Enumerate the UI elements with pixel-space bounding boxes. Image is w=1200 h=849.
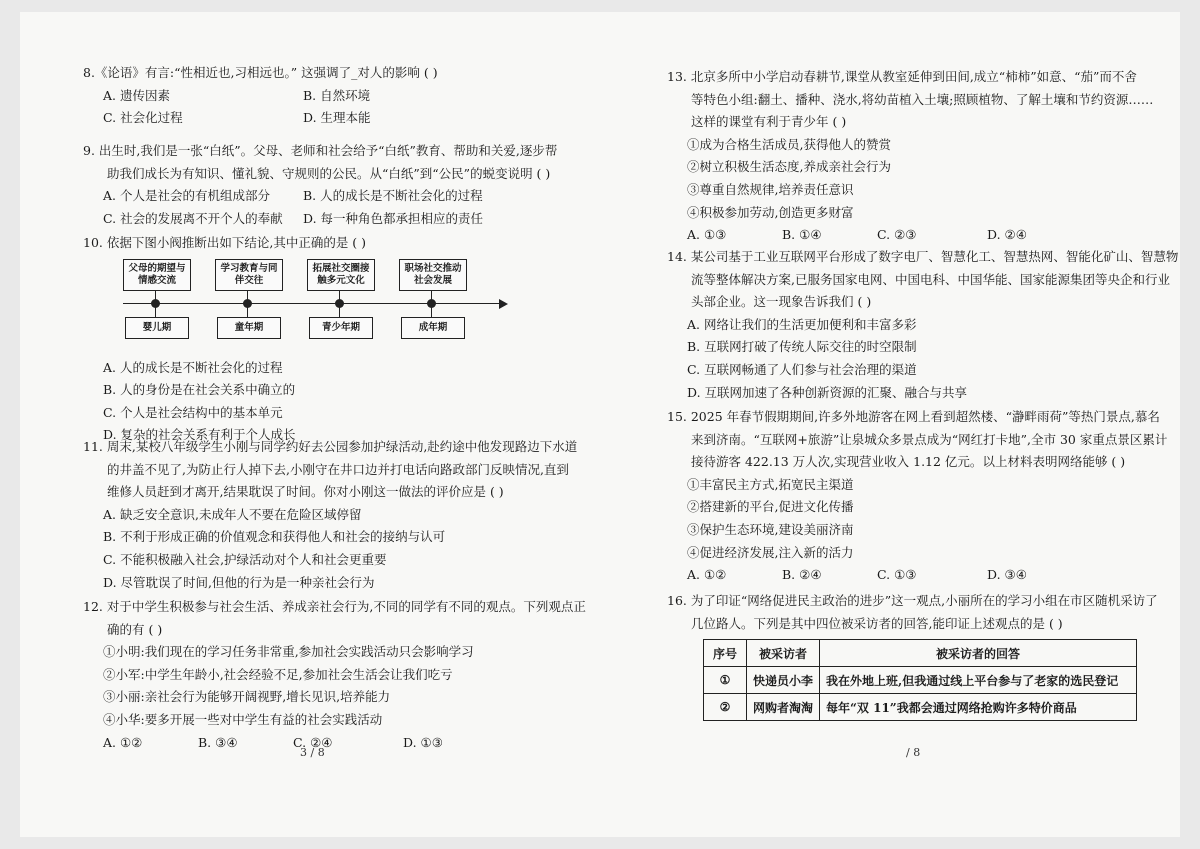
question-text: 12. 对于中学生积极参与社会生活、养成亲社会行为,不同的同学有不同的观点。下列观点正: [83, 599, 586, 614]
option-c: C. 社会化过程: [103, 110, 183, 126]
question-text: 头部企业。这一现象告诉我们 ( ): [691, 294, 872, 310]
option-c: C. 社会的发展离不开个人的奉献: [103, 210, 283, 226]
timeline-stage-box: 青少年期: [309, 317, 373, 339]
option-c: C. ①③: [877, 567, 917, 583]
option-b: B. ①④: [782, 227, 822, 243]
question-text: 11. 周末,某校八年级学生小刚与同学约好去公园参加护绿活动,赴约途中他发现路边下水道: [83, 439, 578, 454]
question-10: [83, 232, 563, 447]
option-a: A. ①②: [103, 734, 143, 750]
timeline-axis: [123, 303, 503, 305]
option-c: C. ②③: [877, 227, 917, 243]
timeline-top-box: 拓展社交圈接触多元文化: [307, 259, 375, 291]
question-12: [83, 596, 586, 754]
table-cell: 快递员小李: [747, 667, 820, 694]
question-text: 来到济南。“互联网+旅游”让泉城众多景点成为“网红打卡地”,全市 30 家重点景区累计: [691, 431, 1168, 447]
question-text: 8.《论语》有言:“性相近也,习相远也。” 这强调了_对人的影响 ( ): [83, 65, 438, 80]
question-15: [667, 406, 1168, 587]
timeline-dot: [243, 299, 252, 308]
statement-4: ④小华:要多开展一些对中学生有益的社会实践活动: [103, 711, 383, 727]
column-header: 被采访者: [747, 640, 820, 667]
question-text: 15. 2025 年春节假期期间,许多外地游客在网上看到超然楼、“瀞畔雨荷”等热门景点,慕名: [667, 409, 1160, 424]
timeline-stage-box: 成年期: [401, 317, 465, 339]
option-b: B. ②④: [782, 567, 822, 583]
option-b: B. 自然环境: [303, 87, 371, 103]
option-c: C. 不能积极融入社会,护绿活动对个人和社会更重要: [103, 551, 387, 567]
table-row: [704, 667, 1137, 694]
option-a: A. 网络让我们的生活更加便利和丰富多彩: [687, 316, 917, 332]
option-c: C. 个人是社会结构中的基本单元: [103, 404, 283, 420]
statement-1: ①小明:我们现在的学习任务非常重,参加社会实践活动只会影响学习: [103, 644, 474, 660]
statement-4: ④促进经济发展,注入新的活力: [687, 544, 854, 560]
option-d: D. 尽管耽误了时间,但他的行为是一种亲社会行为: [103, 574, 375, 590]
table-cell: ①: [704, 667, 747, 694]
timeline-arrow: [499, 299, 508, 309]
statement-3: ③保护生态环境,建设美丽济南: [687, 521, 854, 537]
question-text: 接待游客 422.13 万人次,实现营业收入 1.12 亿元。以上材料表明网络能够 ( ): [691, 454, 1126, 470]
question-text: 13. 北京多所中小学启动春耕节,课堂从教室延伸到田间,成立“柿柿”如意、“茄”而不舍: [667, 69, 1137, 84]
option-d: D. ①③: [403, 734, 443, 750]
statement-2: ②树立积极生活态度,养成亲社会行为: [687, 159, 891, 175]
growth-timeline-diagram: [123, 257, 523, 357]
question-text: 流等整体解决方案,已服务国家电网、中国电科、中国华能、国家能源集团等央企和行业: [691, 271, 1170, 287]
column-header: 被采访者的回答: [820, 640, 1137, 667]
option-b: B. 不利于形成正确的价值观念和获得他人和社会的接纳与认可: [103, 529, 446, 545]
option-a: A. 人的成长是不断社会化的过程: [103, 359, 283, 375]
question-text: 几位路人。下列是其中四位被采访者的回答,能印证上述观点的是 ( ): [691, 615, 1063, 631]
timeline-top-box: 学习教育与同伴交往: [215, 259, 283, 291]
option-d: D. 互联网加速了各种创新资源的汇聚、融合与共享: [687, 384, 968, 400]
timeline-top-box: 职场社交推动社会发展: [399, 259, 467, 291]
table-cell: 网购者淘淘: [747, 694, 820, 721]
question-14: [667, 246, 1179, 404]
table-cell: 每年“双 11”我都会通过网络抢购许多特价商品: [820, 694, 1137, 721]
statement-4: ④积极参加劳动,创造更多财富: [687, 204, 854, 220]
question-text: 14. 某公司基于工业互联网平台形成了数字电厂、智慧化工、智慧热网、智能化矿山、智慧物: [667, 249, 1179, 264]
option-d: D. 每一种角色都承担相应的责任: [303, 210, 484, 226]
table-cell: ②: [704, 694, 747, 721]
option-d: D. ③④: [987, 567, 1027, 583]
option-b: B. 人的成长是不断社会化的过程: [303, 188, 483, 204]
page-number-left: 3 / 8: [300, 746, 325, 759]
option-c: C. 互联网畅通了人们参与社会治理的渠道: [687, 361, 917, 377]
timeline-dot: [151, 299, 160, 308]
option-d: D. ②④: [987, 227, 1027, 243]
question-text: 维修人员赶到才离开,结果耽误了时间。你对小刚这一做法的评价应是 ( ): [107, 484, 504, 500]
table-header-row: [704, 640, 1137, 667]
option-a: A. 遗传因素: [103, 87, 170, 103]
question-text: 确的有 ( ): [107, 621, 163, 637]
statement-1: ①丰富民主方式,拓宽民主渠道: [687, 476, 854, 492]
interview-table: [703, 639, 1137, 721]
question-text: 10. 依据下图小阀推断出如下结论,其中正确的是 ( ): [83, 235, 367, 250]
option-b: B. 互联网打破了传统人际交往的时空限制: [687, 339, 917, 355]
statement-2: ②搭建新的平台,促进文化传播: [687, 499, 854, 515]
statement-2: ②小军:中学生年龄小,社会经验不足,参加社会生活会让我们吃亏: [103, 666, 453, 682]
question-8: [83, 62, 563, 130]
option-a: A. 缺乏安全意识,未成年人不要在危险区域停留: [103, 506, 362, 522]
statement-3: ③小丽:亲社会行为能够开阔视野,增长见识,培养能力: [103, 689, 391, 705]
option-d: D. 生理本能: [303, 110, 371, 126]
statement-3: ③尊重自然规律,培养责任意识: [687, 181, 854, 197]
question-text: 9. 出生时,我们是一张“白纸”。父母、老师和社会给予“白纸”教育、帮助和关爱,逐步帮: [83, 143, 558, 158]
timeline-stage-box: 童年期: [217, 317, 281, 339]
option-a: A. ①③: [687, 227, 727, 243]
statement-1: ①成为合格生活成员,获得他人的赞赏: [687, 136, 891, 152]
option-a: A. ①②: [687, 567, 727, 583]
question-13: [667, 66, 1154, 247]
timeline-dot: [335, 299, 344, 308]
question-11: [83, 436, 578, 594]
option-d: D. 复杂的社会关系有利于个人成长: [103, 427, 296, 443]
question-text: 这样的课堂有利于青少年 ( ): [691, 114, 847, 130]
question-text: 16. 为了印证“网络促进民主政治的进步”这一观点,小丽所在的学习小组在市区随机采访了: [667, 593, 1158, 608]
option-a: A. 个人是社会的有机组成部分: [103, 188, 270, 204]
page-number-right: / 8: [906, 746, 921, 759]
table-cell: 我在外地上班,但我通过线上平台参与了老家的选民登记: [820, 667, 1137, 694]
question-text: 的井盖不见了,为防止行人掉下去,小刚守在井口边并打电话向路政部门反映情况,直到: [107, 461, 569, 477]
question-text: 等特色小组:翻土、播种、浇水,将幼苗植入土壤;照顾植物、了解土壤和节约资源……: [691, 91, 1154, 107]
option-b: B. ③④: [198, 734, 238, 750]
question-text: 助我们成长为有知识、懂礼貌、守规则的公民。从“白纸”到“公民”的蜕变说明 ( ): [107, 165, 551, 181]
question-16: [667, 590, 1158, 721]
table-row: [704, 694, 1137, 721]
option-b: B. 人的身份是在社会关系中确立的: [103, 382, 296, 398]
option-c: C. ②④: [293, 734, 333, 750]
column-header: 序号: [704, 640, 747, 667]
question-9: [83, 140, 563, 230]
timeline-dot: [427, 299, 436, 308]
timeline-top-box: 父母的期望与情感交流: [123, 259, 191, 291]
timeline-stage-box: 婴儿期: [125, 317, 189, 339]
